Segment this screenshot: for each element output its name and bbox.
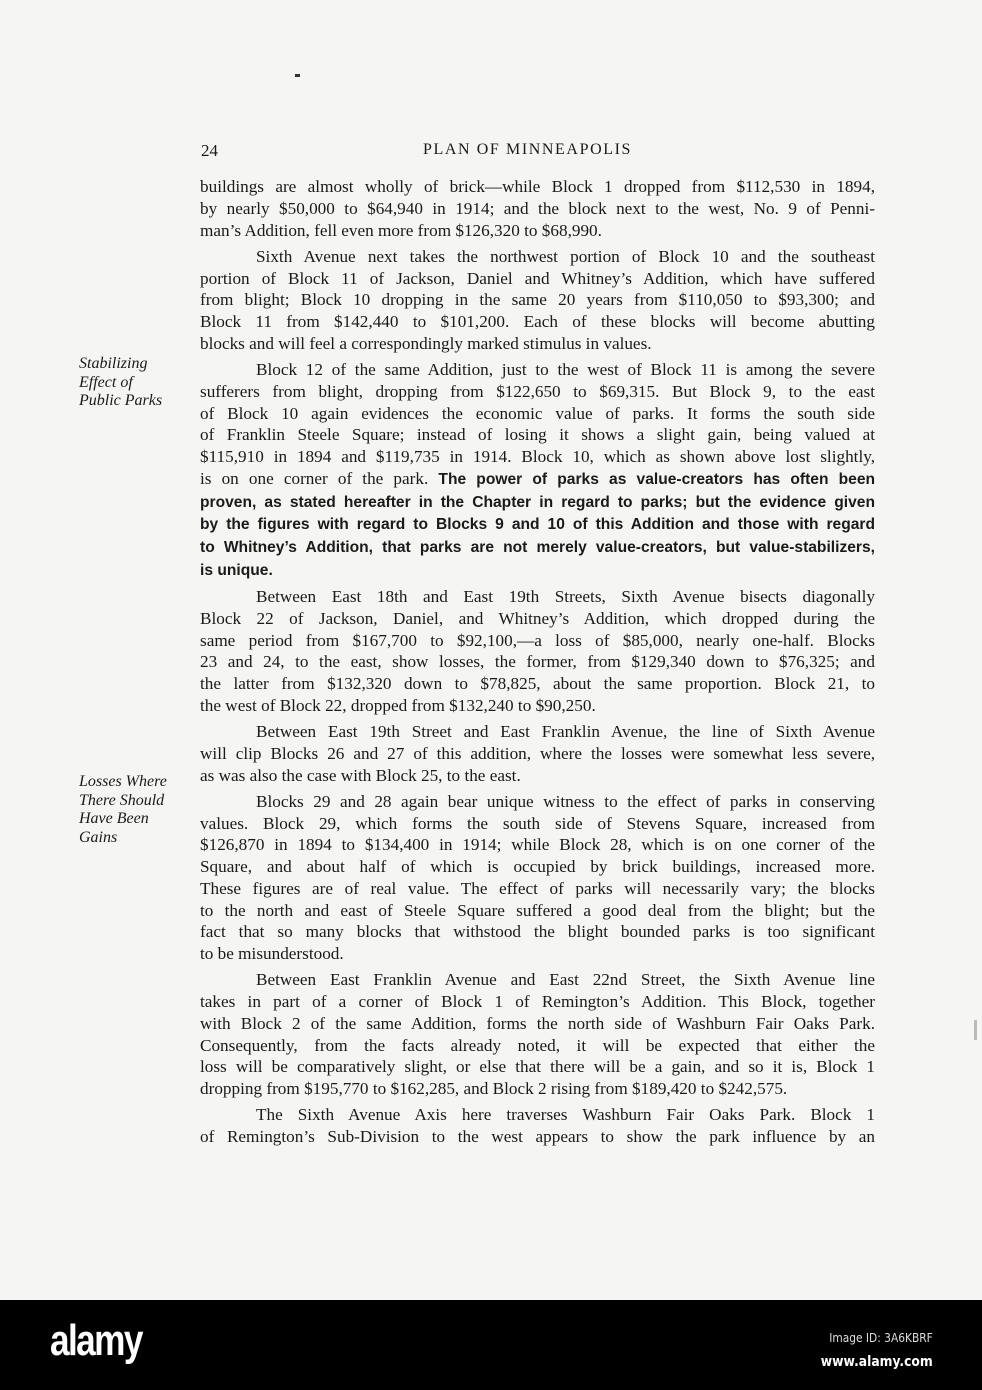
bold-text-span: proven, as stated hereafter in the Chapter in regard to parks; but the evidence given bbox=[200, 493, 875, 511]
text-line bbox=[200, 943, 875, 965]
text-span: blocks and will feel a correspondingly marked stimulus in values. bbox=[200, 333, 652, 353]
watermark-url: www.alamy.com bbox=[821, 1354, 933, 1370]
text-span: Block 12 of the same Addition, just to the west of Block 11 is among the severe bbox=[256, 360, 875, 379]
paragraph bbox=[200, 969, 875, 1100]
paragraph bbox=[200, 246, 875, 355]
margin-note-line: Gains bbox=[79, 828, 118, 846]
text-line bbox=[200, 878, 875, 900]
text-span: as was also the case with Block 25, to the east. bbox=[200, 765, 521, 785]
text-span: buildings are almost wholly of brick—while Block 1 dropped from $112,530 in 1894, bbox=[200, 177, 875, 196]
bold-text-span: to Whitney’s Addition, that parks are not merely value-creators, but value-stabilizers, bbox=[200, 539, 875, 556]
text-line bbox=[200, 311, 875, 333]
text-line bbox=[200, 630, 875, 652]
text-span: $126,870 in 1894 to $134,400 in 1914; while Block 28, which is on one corner of the bbox=[200, 835, 875, 855]
text-line bbox=[200, 220, 875, 242]
text-span: takes in part of a corner of Block 1 of Remington’s Addition. This Block, together bbox=[200, 992, 875, 1011]
text-span: the latter from $132,320 down to $78,825, about the same proportion. Block 21, to bbox=[200, 674, 875, 693]
alamy-logo: alamy bbox=[50, 1316, 142, 1365]
ink-speck bbox=[295, 74, 300, 77]
text-line bbox=[200, 198, 875, 220]
text-line bbox=[200, 359, 875, 381]
text-span: will clip Blocks 26 and 27 of this addition, where the losses were somewhat less severe, bbox=[200, 743, 875, 763]
text-line bbox=[200, 1056, 875, 1078]
text-span: from blight; Block 10 dropping in the same 20 years from $110,050 to $93,300; and bbox=[200, 290, 875, 310]
text-span: sufferers from blight, dropping from $122,650 to $69,315. But Block 9, to the east bbox=[200, 381, 875, 401]
text-line bbox=[200, 381, 875, 403]
page-edge-mark bbox=[974, 1020, 977, 1040]
text-span: fact that so many blocks that withstood the blight bounded parks is too significant bbox=[200, 922, 875, 942]
text-line bbox=[200, 1126, 875, 1148]
text-line bbox=[200, 651, 875, 673]
bold-text-span: is unique. bbox=[200, 561, 273, 579]
watermark-bar bbox=[0, 1300, 982, 1390]
text-span: values. Block 29, which forms the south side of Stevens Square, increased from bbox=[200, 813, 875, 833]
bold-text-span: The power of parks as value-creators has often been bbox=[438, 470, 876, 488]
text-line bbox=[200, 536, 875, 559]
text-span: of Remington’s Sub-Division to the west appears to show the park influence by an bbox=[200, 1127, 875, 1146]
text-line bbox=[200, 969, 875, 991]
text-line bbox=[200, 991, 875, 1013]
margin-note-line: Have Been bbox=[79, 810, 149, 827]
text-line bbox=[200, 921, 875, 943]
text-line bbox=[200, 695, 875, 717]
margin-note-line: Public Parks bbox=[79, 392, 163, 409]
text-line bbox=[200, 446, 875, 468]
text-span: The Sixth Avenue Axis here traverses Washburn Fair Oaks Park. Block 1 bbox=[256, 1105, 875, 1125]
text-line bbox=[200, 246, 875, 268]
text-line bbox=[200, 834, 875, 856]
text-span: man’s Addition, fell even more from $126,320 to $68,990. bbox=[200, 220, 602, 240]
image-id: Image ID: 3A6KBRF bbox=[829, 1330, 933, 1345]
text-span: with Block 2 of the same Addition, forms the north side of Washburn Fair Oaks Park. bbox=[200, 1013, 875, 1033]
text-line bbox=[200, 491, 875, 514]
body-text bbox=[200, 176, 875, 1152]
text-span: $115,910 in 1894 and $119,735 in 1914. Block 10, which as shown above lost slightly, bbox=[200, 447, 875, 466]
page-number: 24 bbox=[201, 141, 218, 160]
text-span: Square, and about half of which is occupied by brick buildings, increased more. bbox=[200, 857, 875, 876]
bold-text-span: by the figures with regard to Blocks 9 and 10 of this Addition and those with regard bbox=[200, 516, 875, 534]
text-span: dropping from $195,770 to $162,285, and Block 2 rising from $189,420 to $242,575. bbox=[200, 1079, 788, 1098]
text-span: the west of Block 22, dropped from $132,240 to $90,250. bbox=[200, 695, 596, 715]
margin-note-line: Losses Where bbox=[79, 773, 167, 790]
text-line bbox=[200, 791, 875, 813]
text-line bbox=[200, 176, 875, 198]
text-line bbox=[200, 743, 875, 765]
text-line bbox=[200, 673, 875, 695]
text-line bbox=[200, 1104, 875, 1126]
margin-note-line: Effect of bbox=[79, 373, 133, 391]
paragraph bbox=[200, 176, 875, 241]
paragraph bbox=[200, 1104, 875, 1148]
text-line bbox=[200, 268, 875, 290]
text-line bbox=[200, 1013, 875, 1035]
text-line bbox=[200, 559, 875, 582]
text-span: to the north and east of Steele Square suffered a good deal from the blight; but the bbox=[200, 900, 875, 920]
text-span: Between East 19th Street and East Franklin Avenue, the line of Sixth Avenue bbox=[256, 722, 875, 741]
text-span: 23 and 24, to the east, show losses, the former, from $129,340 down to $76,325; and bbox=[200, 652, 875, 672]
text-line bbox=[200, 721, 875, 743]
text-line bbox=[200, 608, 875, 630]
text-span: These figures are of real value. The effect of parks will necessarily vary; the blocks bbox=[200, 878, 875, 898]
margin-note-line: Stabilizing bbox=[79, 355, 148, 372]
text-span: Consequently, from the facts already noted, it will be expected that either the bbox=[200, 1035, 875, 1055]
text-line bbox=[200, 424, 875, 446]
paragraph bbox=[200, 791, 875, 965]
text-line bbox=[200, 333, 875, 355]
paragraph bbox=[200, 359, 875, 582]
text-line bbox=[200, 513, 875, 536]
text-line bbox=[200, 813, 875, 835]
text-span: Between East Franklin Avenue and East 22nd Street, the Sixth Avenue line bbox=[256, 970, 875, 990]
text-span: portion of Block 11 of Jackson, Daniel and Whitney’s Addition, which have suffered bbox=[200, 268, 875, 288]
margin-note-losses bbox=[79, 773, 189, 847]
text-span: Sixth Avenue next takes the northwest portion of Block 10 and the southeast bbox=[256, 246, 875, 266]
paragraph bbox=[200, 586, 875, 717]
text-line bbox=[200, 900, 875, 922]
margin-note-line: There Should bbox=[79, 791, 165, 809]
paragraph bbox=[200, 721, 875, 786]
text-line bbox=[200, 468, 875, 491]
text-line bbox=[200, 765, 875, 787]
text-span: to be misunderstood. bbox=[200, 944, 344, 963]
text-span: loss will be comparatively slight, or else that there will be a gain, and so it is, Block 1 bbox=[200, 1057, 875, 1077]
text-span: of Block 10 again evidences the economic value of parks. It forms the south side bbox=[200, 403, 875, 423]
text-span: Between East 18th and East 19th Streets, Sixth Avenue bisects diagonally bbox=[256, 587, 875, 606]
text-line bbox=[200, 289, 875, 311]
text-line bbox=[200, 403, 875, 425]
text-span: by nearly $50,000 to $64,940 in 1914; and the block next to the west, No. 9 of Penni- bbox=[200, 198, 875, 218]
text-line bbox=[200, 1078, 875, 1100]
running-title: PLAN OF MINNEAPOLIS bbox=[422, 141, 633, 158]
text-span: is on one corner of the park. bbox=[200, 468, 429, 488]
margin-note-stabilizing bbox=[79, 355, 189, 411]
text-span: Block 22 of Jackson, Daniel, and Whitney’s Addition, which dropped during the bbox=[200, 608, 875, 628]
text-line bbox=[200, 586, 875, 608]
text-span: Block 11 from $142,440 to $101,200. Each of these blocks will become abutting bbox=[200, 312, 875, 331]
text-line bbox=[200, 1035, 875, 1057]
text-span: Blocks 29 and 28 again bear unique witness to the effect of parks in conserving bbox=[256, 791, 875, 811]
text-line bbox=[200, 856, 875, 878]
text-span: same period from $167,700 to $92,100,—a loss of $85,000, nearly one-half. Blocks bbox=[200, 630, 875, 650]
text-span: of Franklin Steele Square; instead of losing it shows a slight gain, being valued at bbox=[200, 425, 875, 445]
